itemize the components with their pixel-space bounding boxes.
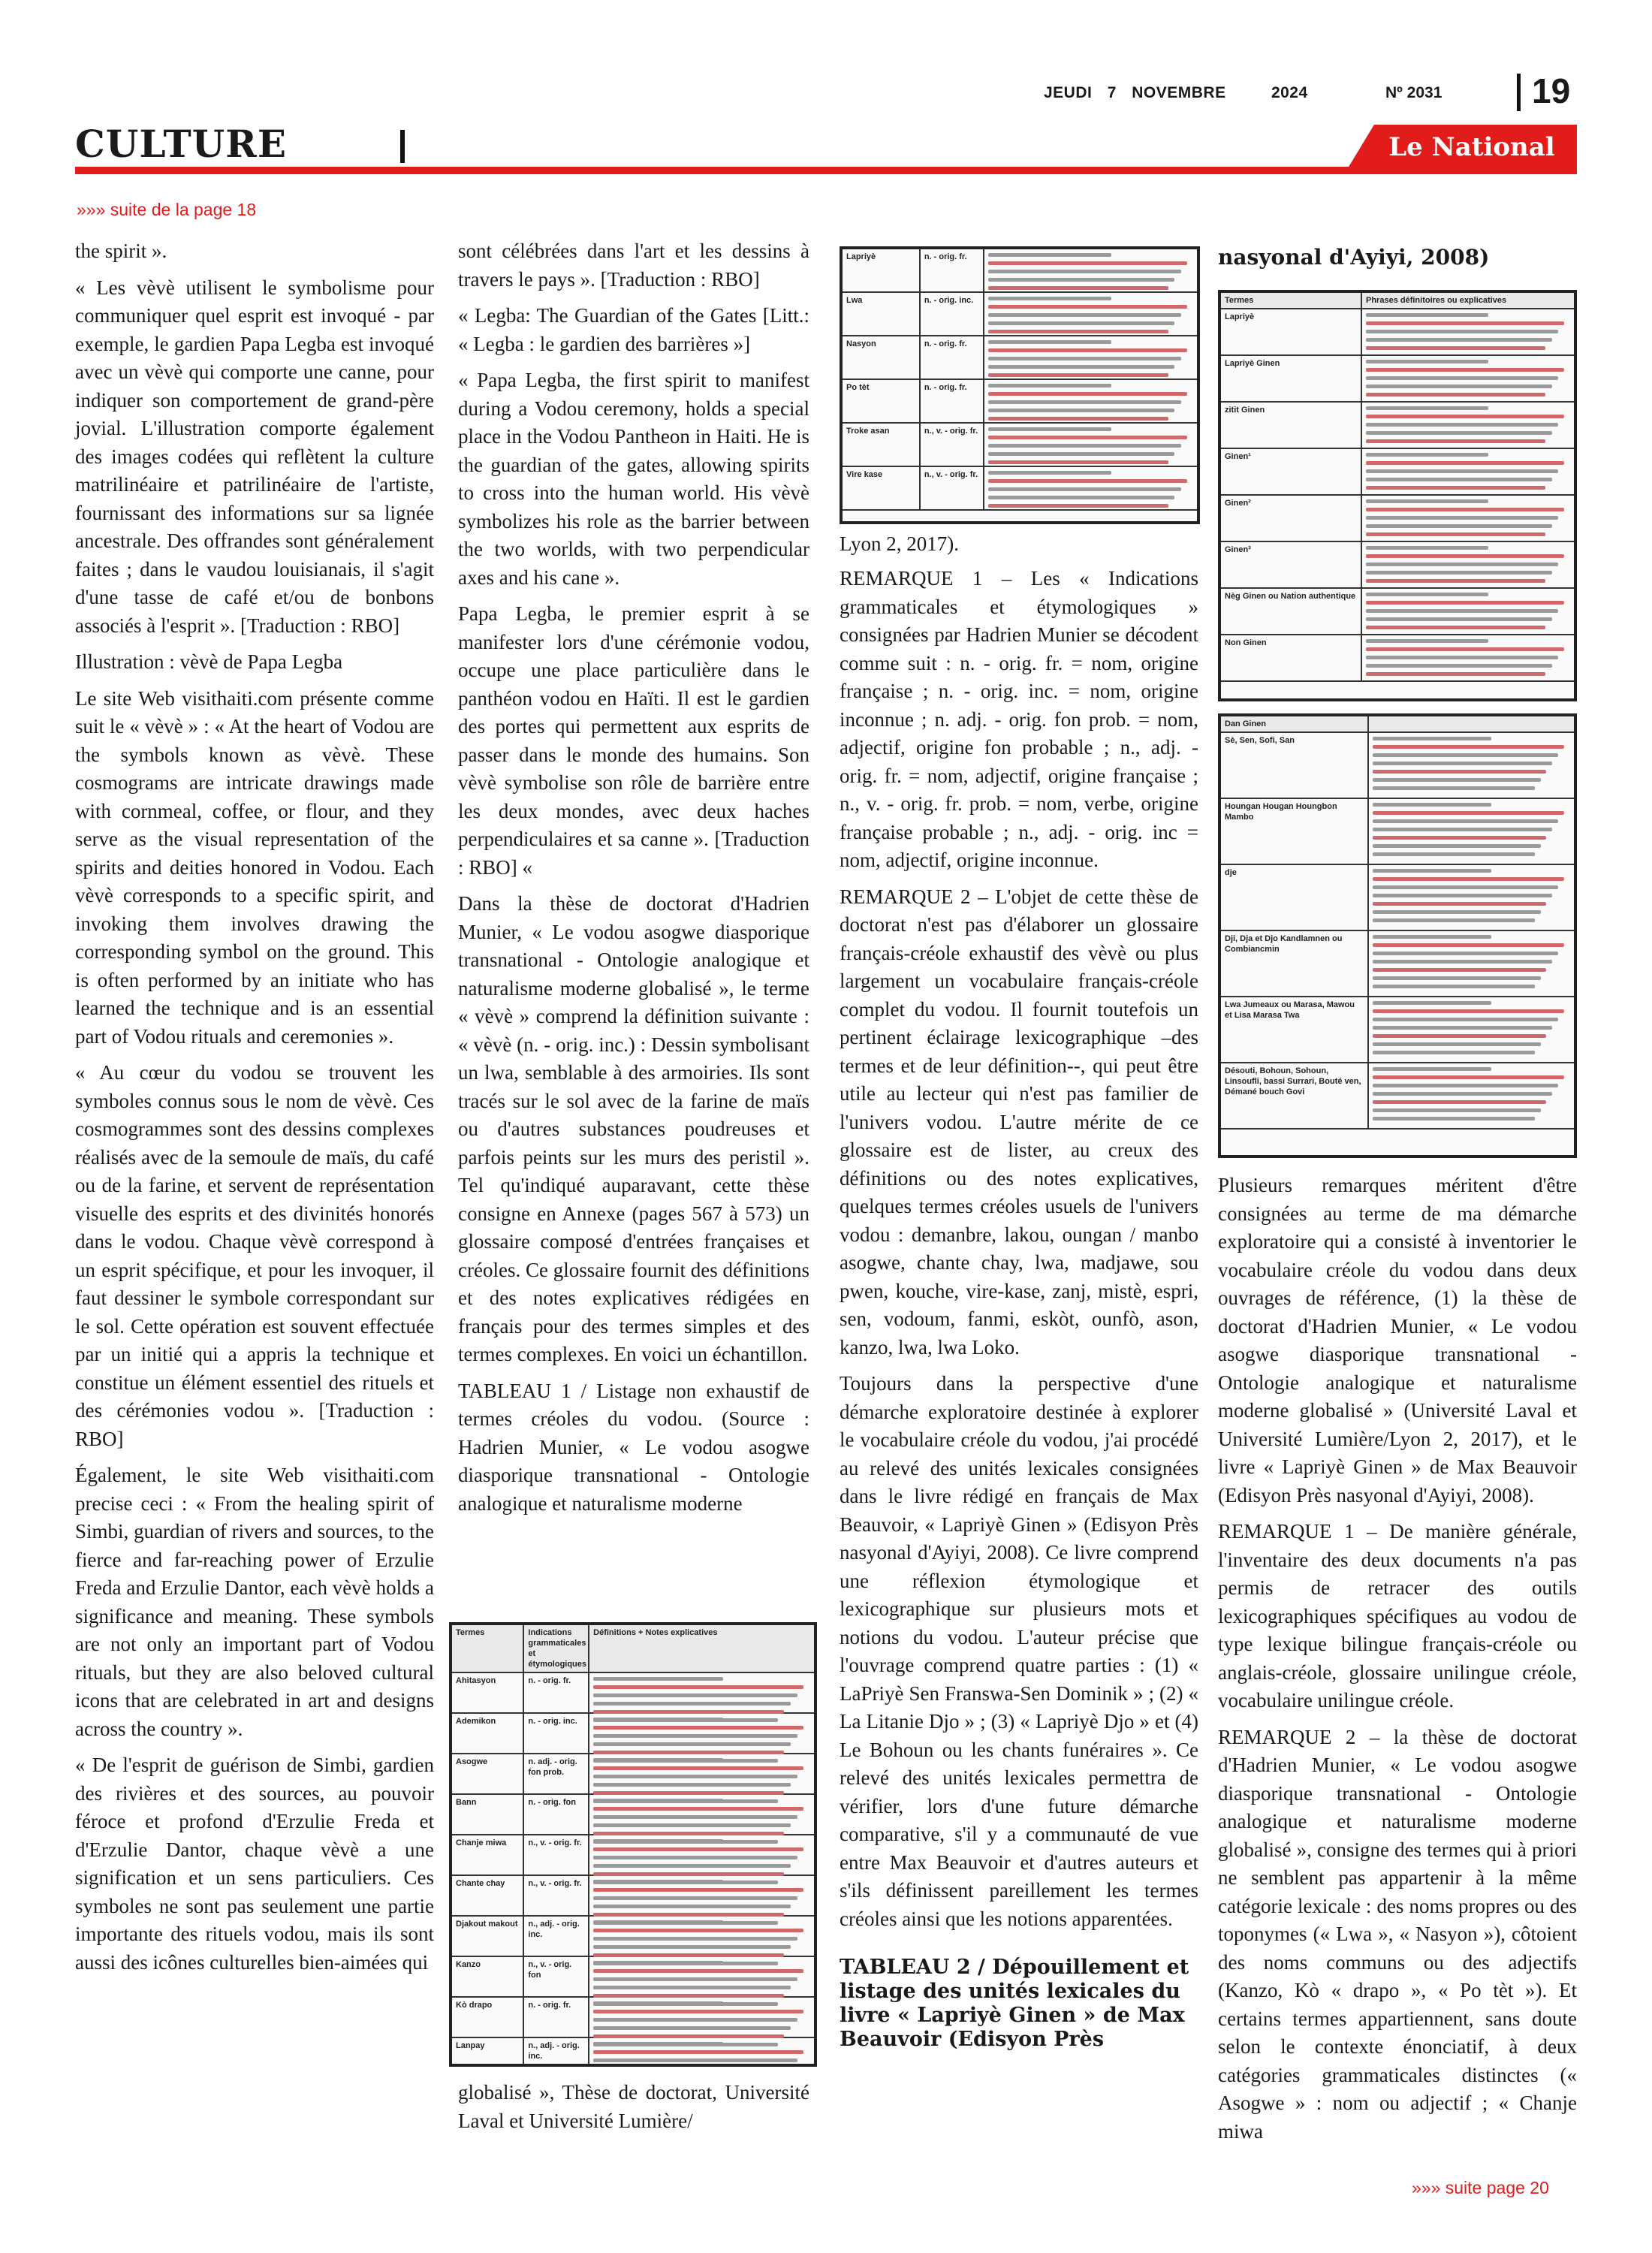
column-1 <box>75 237 434 1985</box>
paragraph: « Legba: The Guardian of the Gates [Litt.: « Legba : le gardien des barrières »] <box>458 304 809 355</box>
table-row: Désouti, Bohoun, Sohoun, Linsoufli, bassi Surrari, Bouté ven, Démané bouch Govi <box>1221 1063 1574 1130</box>
paragraph: Papa Legba, le premier esprit à se manifester lors d'une cérémonie vodou, occupe une place particulière dans le panthéon vodou en Haïti. Il est le gardien des portes qui permettent aux esprits de passer dans le monde des humains. Son vèvè symbolise son rôle de barrière entre les deux mondes, avec deux haches perpendiculaires et sa canne ». [Traduction : RBO] « <box>458 602 809 879</box>
table-header-row: Dan Ginen <box>1221 716 1574 733</box>
section-divider <box>400 130 405 163</box>
table-row: Po tèt n. - orig. fr. <box>843 380 1197 424</box>
table-header-row: Termes Indications grammaticales et étymologiques Définitions + Notes explicatives <box>452 1625 814 1673</box>
table-image-glossary <box>449 1622 817 2067</box>
column-3-head: Lyon 2, 2017). <box>840 532 959 555</box>
month: NOVEMBRE <box>1132 84 1226 101</box>
table-row: Bann n. - orig. fon <box>452 1795 814 1835</box>
paragraph: REMARQUE 1 – De manière générale, l'inventaire des deux documents n'a pas permis de retracer des outils lexicographiques spécifiques au vodou de type lexique bilingue français-créole ou anglais-créole, glossaire unilingue créole, vocabulaire unilingue créole. <box>1218 1520 1577 1712</box>
page-number: 19 <box>1532 71 1571 110</box>
table-row: Houngan Hougan Houngbon Mambo <box>1221 799 1574 865</box>
table-row: Kò drapo n. - orig. fr. <box>452 1998 814 2038</box>
table-row: Chanje miwa n., v. - orig. fr. <box>452 1835 814 1876</box>
paragraph: REMARQUE 2 – la thèse de doctorat d'Hadrien Munier, « Le vodou asogwe diasporique transnational - Ontologie analogique et naturalisme moderne globalisé », consigne des termes qui à priori ne semblent pas appartenir à la même catégorie lexicale : des noms propres ou des toponymes (« Lwa », « Nasyon »), côtoient des noms communs ou des adjectifs (Kanzo, Kò « drapo », « Po tèt »). Et certains termes appartiennent, sans doute selon le contexte énonciatif, à deux catégories grammaticales distinctes (« Asogwe » : nom ou adjectif ; « Chanje miwa <box>1218 1725 1577 2143</box>
table-row: Lwa Jumeaux ou Marasa, Mawou et Lisa Marasa Twa <box>1221 997 1574 1063</box>
continued-to: »»» suite page 20 <box>1412 2178 1549 2197</box>
table-row: Lwa n. - orig. inc. <box>843 293 1197 336</box>
paragraph: « Papa Legba, the first spirit to manifest during a Vodou ceremony, holds a special place in the Vodou Pantheon in Haiti. He is the guardian of the gates, allowing spirits to cross into the human world. His vèvè symbolizes his role as the barrier between the two worlds, with two perpendicular axes and his cane ». <box>458 369 809 589</box>
table-row: Chante chay n., v. - orig. fr. <box>452 1876 814 1917</box>
weekday: JEUDI <box>1044 84 1093 101</box>
paragraph: TABLEAU 1 / Listage non exhaustif de termes créoles du vodou. (Source : Hadrien Munier, « Le vodou asogwe diasporique transnational - Ontologie analogique et naturalisme moderne <box>458 1379 809 1515</box>
date-line <box>1044 84 1319 102</box>
table-row: Lanpay n., adj. - orig. inc. <box>452 2038 814 2067</box>
paragraph: Le site Web visithaiti.com présente comme suit le « vèvè » : « At the heart of Vodou are the symbols known as vèvè. These cosmograms are intricate drawings made with cornmeal, coffee, or flour, and they serve as the visual representation of the spirits and deities honored in Vodou. Each vèvè corresponds to a specific spirit, and invoking them involves drawing the corresponding symbol on the ground. This is often performed by an initiate who has learned the technique and is an essential part of Vodou rituals and ceremonies ». <box>75 686 434 1048</box>
column-4 <box>1218 1172 1577 2154</box>
table-image-lapriye-ginen <box>1218 290 1577 701</box>
day-number: 7 <box>1107 84 1117 101</box>
table-row: Non Ginen <box>1221 635 1574 682</box>
table-row: dje <box>1221 865 1574 931</box>
paragraph: « Les vèvè utilisent le symbolisme pour communiquer quel esprit est invoqué - par exemple, le gardien Papa Legba est invoqué avec un vèvè qui comporte une canne, pour indiquer son comportement de grand-père jovial. L'illustration comporte également des images codées qui reflètent la culture matrilinéaire et patrilinéaire de l'artiste, fournissant des informations sur sa lignée ancestrale. Des offrandes sont généralement faites ; dans le vaudou louisianais, il s'agit d'une tasse de café et/ou de bonbons associés à l'esprit ». [Traduction : RBO] <box>75 276 434 637</box>
table-row: Nèg Ginen ou Nation authentique <box>1221 589 1574 635</box>
column-2 <box>458 237 809 1526</box>
column-2-tail: globalisé », Thèse de doctorat, Université Laval et Université Lumière/ <box>458 2081 809 2132</box>
paragraph: REMARQUE 1 – Les « Indications grammaticales et étymologiques » consignées par Hadrien Munier se décodent comme suit : n. - orig. fr. = nom, origine française ; n. - orig. inc. = nom, origine inconnue ; n. adj. - orig. fon prob. = nom, adjectif, origine fon probable ; n., adj. - orig. fr. = nom, adjectif, origine française ; n., v. - orig. fr. prob. = nom, verbe, origine française probable ; n., adj. - orig. inc = nom, adjectif, origine inconnue. <box>840 567 1198 871</box>
year: 2024 <box>1271 84 1308 101</box>
table-row: Lapriyè <box>1221 309 1574 356</box>
table-row: Dji, Dja et Djo Kandlamnen ou Combiancmin <box>1221 931 1574 997</box>
issue-number: Nº 2031 <box>1385 84 1442 101</box>
section-title: CULTURE <box>75 122 287 166</box>
table-heading-continued: nasyonal d'Ayiyi, 2008) <box>1218 245 1490 270</box>
caption: Illustration : vèvè de Papa Legba <box>75 650 343 673</box>
continued-from: »»» suite de la page 18 <box>77 200 257 219</box>
table-row: Lapriyè Ginen <box>1221 356 1574 403</box>
table-row: Asogwe n. adj. - orig. fon prob. <box>452 1754 814 1795</box>
paragraph: Dans la thèse de doctorat d'Hadrien Munier, « Le vodou asogwe diasporique transnational - Ontologie analogique et naturalisme moderne globalisé », le terme « vèvè » comprend la définition suivante : « vèvè (n. - orig. inc.) : Dessin symbolisant un lwa, semblable à des armoiries. Ils sont tracés sur le sol avec de la farine de maïs ou d'autres substances poudreuses et parfois peints sur les murs des peristil ». Tel qu'indiqué auparavant, cette thèse consigne en Annexe (pages 567 à 573) un glossaire composé d'entrées françaises et créoles. Ce glossaire fournit des définitions et des notes explicatives rédigées en français pour des termes simples et des termes complexes. En voici un échantillon. <box>458 892 809 1365</box>
column-3 <box>840 565 1198 2052</box>
table-row: Sè, Sen, Sofi, San <box>1221 733 1574 799</box>
table-row: Nasyon n. - orig. fr. <box>843 336 1197 380</box>
table-row: Troke asan n., v. - orig. fr. <box>843 424 1197 467</box>
brand-name: Le National <box>1388 132 1555 162</box>
table-row: Djakout makout n., adj. - orig. inc. <box>452 1917 814 1957</box>
paragraph: the spirit ». <box>75 240 167 262</box>
table-row: Kanzo n., v. - orig. fon <box>452 1957 814 1998</box>
table-row: zitit Ginen <box>1221 403 1574 449</box>
page-divider <box>1517 74 1521 111</box>
paragraph: « Au cœur du vodou se trouvent les symboles connus sous le nom de vèvè. Ces cosmogrammes sont des dessins complexes réalisés avec de la semoule de maïs, du café ou de la farine, et servent de représentation visuelle des esprits et des divinités honorés dans le vodou. Chaque vèvè correspond à un esprit spécifique, et pour les invoquer, il faut dessiner le symbole correspondant sur le sol. Cette opération est souvent effectuée par un initié qui a appris la technique et constitue un élément essentiel des rituels et des cérémonies vodou ». [Traduction : RBO] <box>75 1061 434 1450</box>
table-row: Vire kase n., v. - orig. fr. <box>843 467 1197 511</box>
table-row: Ademikon n. - orig. inc. <box>452 1714 814 1754</box>
table-heading: TABLEAU 2 / Dépouillement et listage des unités lexicales du livre « Lapriyè Ginen » de Max Beauvoir (Edisyon Près <box>840 1956 1189 2051</box>
paragraph: Plusieurs remarques méritent d'être consignées au terme de ma démarche exploratoire qui a consisté à inventorier le vocabulaire créole du vodou dans deux ouvrages de référence, (1) la thèse de doctorat d'Hadrien Munier, « Le vodou asogwe diasporique transnational - Ontologie analogique et naturalisme moderne globalisé » (Université Laval et Université Lumière/Lyon 2, 2017), et le livre « Lapriyè Ginen » de Max Beauvoir (Edisyon Près nasyonal d'Ayiyi, 2008). <box>1218 1174 1577 1507</box>
paragraph: REMARQUE 2 – L'objet de cette thèse de doctorat n'est pas d'élaborer un glossaire français-créole exhaustif des vèvè ou plus largement un vocabulaire français-créole complet du vodou. Il fournit toutefois un pertinent éclairage lexicographique –des termes et de leur définition--, qui peut être utile au lecteur qui n'est pas familier de l'univers vodou. L'autre mérite de ce glossaire est de lister, au creux des définitions ou des notes explicatives, quelques termes créoles usuels de l'univers vodou : demanbre, lakou, oungan / manbo asogwe, chante chay, lwa, madjawe, sou pwen, kouche, vire-kase, zanj, mistè, espri, sen, vodoum, fanmi, eskòt, ounfò, ason, kanzo, lwa, lwa Loko. <box>840 885 1198 1359</box>
paragraph: sont célébrées dans l'art et les dessins à travers le pays ». [Traduction : RBO] <box>458 240 809 291</box>
paragraph: Toujours dans la perspective d'une démarche exploratoire destinée à explorer le vocabulaire créole du vodou, j'ai procédé au relevé des unités lexicales consignées dans le livre rédigé en français de Max Beauvoir, « Lapriyè Ginen » (Edisyon Près nasyonal d'Ayiyi, 2008). Ce livre comprend une réflexion étymologique et lexicographique sur plusieurs mots et notions du vodou. L'auteur précise que l'ouvrage comprend quatre parties : (1) « LaPriyè Sen Franswa-Sen Dominik » ; (2) « La Litanie Djo » ; (3) « Lapriyè Djo » et (4) Le Bohoun ou les chants funéraires ». Ce relevé des unités lexicales permettra de vérifier, lors d'une future démarche comparative, s'il y a communauté de vue entre Max Beauvoir et d'autres auteurs et s'ils définissent pareillement les termes créoles ainsi que les notions apparentées. <box>840 1372 1198 1930</box>
table-row: Ginen³ <box>1221 542 1574 589</box>
table-row: Ginen² <box>1221 496 1574 542</box>
table-image-dan-ginen <box>1218 713 1577 1158</box>
paragraph: « De l'esprit de guérison de Simbi, gardien des rivières et des sources, au pouvoir féroce et profond d'Erzulie Freda et d'Erzulie Dantor, chaque vèvè a une signification et un sens particuliers. Ces symboles ne sont pas seulement une partie importante des rituels vodou, mais ils sont aussi des icônes culturelles bien-aimées qui <box>75 1754 434 1974</box>
table-row: Lapriyè n. - orig. fr. <box>843 249 1197 293</box>
table-image-glossary-continued <box>840 246 1200 524</box>
table-row: Ginen¹ <box>1221 449 1574 496</box>
table-header-row: Termes Phrases définitoires ou explicatives <box>1221 293 1574 309</box>
table-row: Ahitasyon n. - orig. fr. <box>452 1673 814 1714</box>
paragraph: Également, le site Web visithaiti.com precise ceci : « From the healing spirit of Simbi, guardian of rivers and sources, to the fierce and far-reaching power of Erzulie Freda and Erzulie Dantor, each vèvè holds a significance and meaning. These symbols are not only an important part of Vodou rituals, but they are also beloved cultural icons that are celebrated in art and designs across the country ». <box>75 1464 434 1740</box>
